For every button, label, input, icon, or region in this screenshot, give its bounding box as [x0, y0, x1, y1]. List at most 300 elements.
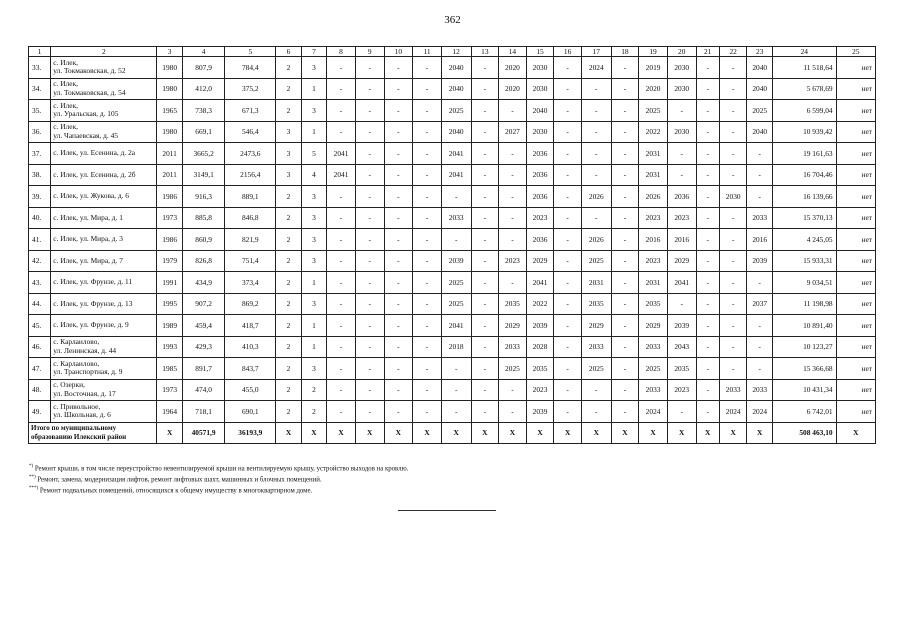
- table-cell: 3: [301, 186, 326, 208]
- total-cell: X: [526, 422, 554, 444]
- table-cell: нет: [836, 100, 875, 122]
- table-row: [29, 78, 876, 100]
- table-cell: 2025: [581, 358, 611, 380]
- table-row: [29, 401, 876, 423]
- table-cell: -: [667, 293, 696, 315]
- table-cell: -: [554, 358, 582, 380]
- row-number-cell: 35.: [29, 100, 51, 122]
- table-cell: 3: [276, 164, 301, 186]
- table-cell: -: [747, 272, 772, 294]
- table-row: [29, 100, 876, 122]
- table-cell: -: [554, 164, 582, 186]
- table-cell: 546,4: [225, 121, 276, 143]
- table-cell: 15 933,31: [772, 250, 836, 272]
- table-cell: -: [667, 143, 696, 165]
- row-number-cell: 45.: [29, 315, 51, 337]
- table-cell: -: [441, 358, 471, 380]
- table-cell: 2030: [667, 121, 696, 143]
- table-cell: -: [554, 315, 582, 337]
- address-line: с. Карлаилово,: [53, 337, 100, 347]
- table-cell: -: [471, 57, 499, 79]
- table-cell: 1: [301, 78, 326, 100]
- address-cell: [51, 379, 157, 401]
- table-cell: 2028: [526, 336, 554, 358]
- table-cell: -: [554, 186, 582, 208]
- table-cell: 2029: [499, 315, 527, 337]
- table-cell: 10 123,27: [772, 336, 836, 358]
- column-number: 19: [639, 47, 668, 57]
- table-cell: 10 891,40: [772, 315, 836, 337]
- total-cell: X: [413, 422, 442, 444]
- address-line: ул. Токмаковская, д. 54: [53, 87, 126, 97]
- table-cell: -: [471, 78, 499, 100]
- table-cell: -: [696, 186, 719, 208]
- table-row: [29, 186, 876, 208]
- table-cell: -: [327, 401, 356, 423]
- table-cell: 2: [276, 272, 301, 294]
- address-line: с. Илек, ул. Мира, д. 7: [53, 255, 123, 265]
- table-cell: нет: [836, 57, 875, 79]
- table-cell: 474,0: [182, 379, 224, 401]
- table-cell: 3: [301, 207, 326, 229]
- table-cell: 2011: [157, 164, 182, 186]
- table-cell: -: [719, 100, 747, 122]
- address-line: ул. Восточная, д. 17: [53, 388, 116, 398]
- table-cell: 3: [301, 250, 326, 272]
- table-cell: 2: [276, 379, 301, 401]
- row-number-cell: 48.: [29, 379, 51, 401]
- table-cell: 373,4: [225, 272, 276, 294]
- table-cell: 2: [276, 250, 301, 272]
- column-number: 1: [29, 47, 51, 57]
- column-number: 24: [772, 47, 836, 57]
- table-cell: -: [327, 293, 356, 315]
- table-cell: 1980: [157, 57, 182, 79]
- table-cell: 2011: [157, 143, 182, 165]
- table-cell: нет: [836, 143, 875, 165]
- table-cell: 1979: [157, 250, 182, 272]
- table-row: [29, 229, 876, 251]
- table-cell: нет: [836, 315, 875, 337]
- table-cell: 2: [276, 315, 301, 337]
- table-cell: 1: [301, 121, 326, 143]
- table-cell: 434,9: [182, 272, 224, 294]
- total-cell: X: [611, 422, 639, 444]
- table-cell: 2025: [639, 100, 668, 122]
- table-cell: 2027: [499, 121, 527, 143]
- table-cell: -: [355, 379, 384, 401]
- footnote: [29, 474, 408, 485]
- table-cell: 2025: [499, 358, 527, 380]
- table-cell: -: [384, 143, 413, 165]
- table-cell: -: [413, 78, 442, 100]
- table-cell: нет: [836, 121, 875, 143]
- table-cell: нет: [836, 78, 875, 100]
- table-cell: -: [441, 401, 471, 423]
- address-line: ул. Чапаевская, д. 45: [53, 130, 118, 140]
- table-cell: 3149,1: [182, 164, 224, 186]
- table-cell: 1964: [157, 401, 182, 423]
- table-cell: -: [611, 250, 639, 272]
- table-cell: -: [413, 143, 442, 165]
- table-cell: -: [696, 379, 719, 401]
- table-cell: 2: [276, 186, 301, 208]
- table-cell: 2033: [747, 379, 772, 401]
- table-cell: -: [719, 57, 747, 79]
- total-cell: X: [441, 422, 471, 444]
- table-cell: 1995: [157, 293, 182, 315]
- table-cell: -: [499, 379, 527, 401]
- table-cell: -: [554, 57, 582, 79]
- table-cell: 2041: [327, 164, 356, 186]
- address-line: с. Илек, ул. Мира, д. 1: [53, 212, 123, 222]
- table-cell: 2039: [441, 250, 471, 272]
- table-cell: нет: [836, 272, 875, 294]
- table-cell: -: [581, 164, 611, 186]
- table-cell: 2030: [667, 57, 696, 79]
- table-cell: 11 198,98: [772, 293, 836, 315]
- table-cell: 2040: [747, 78, 772, 100]
- table-cell: -: [667, 164, 696, 186]
- row-number-cell: 43.: [29, 272, 51, 294]
- table-cell: -: [471, 336, 499, 358]
- column-number: 11: [413, 47, 442, 57]
- table-cell: -: [611, 379, 639, 401]
- table-cell: 2025: [639, 358, 668, 380]
- table-row: [29, 272, 876, 294]
- table-cell: -: [413, 401, 442, 423]
- table-cell: -: [696, 293, 719, 315]
- table-row: [29, 336, 876, 358]
- table-cell: 2036: [526, 229, 554, 251]
- table-cell: -: [581, 143, 611, 165]
- table-cell: -: [327, 379, 356, 401]
- table-cell: -: [554, 401, 582, 423]
- table-cell: 2018: [441, 336, 471, 358]
- table-cell: -: [611, 336, 639, 358]
- table-row: [29, 358, 876, 380]
- table-cell: 3665,2: [182, 143, 224, 165]
- row-number-cell: 33.: [29, 57, 51, 79]
- table-cell: -: [384, 78, 413, 100]
- table-cell: -: [355, 143, 384, 165]
- table-cell: -: [355, 315, 384, 337]
- table-cell: 1973: [157, 379, 182, 401]
- table-cell: 889,1: [225, 186, 276, 208]
- table-cell: 2024: [581, 57, 611, 79]
- footnote-text: Ремонт, замена, модернизация лифтов, ремонт лифтовых шахт, машинных и блочных помещений.: [35, 476, 322, 484]
- table-cell: -: [384, 229, 413, 251]
- table-cell: 2036: [526, 186, 554, 208]
- table-cell: -: [696, 100, 719, 122]
- table-cell: 410,3: [225, 336, 276, 358]
- table-cell: 1: [301, 336, 326, 358]
- table-cell: -: [413, 272, 442, 294]
- table-row: [29, 121, 876, 143]
- table-cell: -: [327, 207, 356, 229]
- table-cell: -: [611, 207, 639, 229]
- table-cell: 2029: [639, 315, 668, 337]
- table-cell: -: [554, 100, 582, 122]
- table-cell: 2040: [747, 121, 772, 143]
- column-number: 15: [526, 47, 554, 57]
- table-cell: 885,8: [182, 207, 224, 229]
- table-cell: 2024: [719, 401, 747, 423]
- table-cell: 10 939,42: [772, 121, 836, 143]
- table-cell: 2016: [639, 229, 668, 251]
- total-cell: 40571,9: [182, 422, 224, 444]
- table-cell: 459,4: [182, 315, 224, 337]
- column-number: 21: [696, 47, 719, 57]
- total-cell: X: [747, 422, 772, 444]
- table-cell: -: [719, 78, 747, 100]
- table-cell: -: [611, 57, 639, 79]
- table-cell: 2156,4: [225, 164, 276, 186]
- table-cell: -: [413, 336, 442, 358]
- address-cell: [51, 315, 157, 337]
- table-cell: нет: [836, 358, 875, 380]
- table-cell: -: [499, 272, 527, 294]
- table-cell: -: [554, 207, 582, 229]
- table-cell: нет: [836, 250, 875, 272]
- table-cell: -: [413, 100, 442, 122]
- total-cell: X: [301, 422, 326, 444]
- footnote: [29, 463, 408, 474]
- address-cell: [51, 336, 157, 358]
- address-cell: [51, 121, 157, 143]
- table-cell: 869,2: [225, 293, 276, 315]
- table-cell: 2033: [747, 207, 772, 229]
- table-cell: -: [355, 229, 384, 251]
- table-cell: -: [719, 143, 747, 165]
- address-line: ул. Уральская, д. 105: [53, 109, 119, 119]
- table-cell: -: [581, 207, 611, 229]
- table-cell: 2030: [667, 78, 696, 100]
- total-cell: X: [667, 422, 696, 444]
- table-cell: 2016: [667, 229, 696, 251]
- table-cell: 3: [301, 57, 326, 79]
- table-cell: 2023: [526, 379, 554, 401]
- table-cell: 2025: [441, 272, 471, 294]
- table-cell: -: [413, 250, 442, 272]
- table-cell: -: [355, 186, 384, 208]
- total-cell: X: [384, 422, 413, 444]
- table-cell: 1989: [157, 315, 182, 337]
- table-cell: 843,7: [225, 358, 276, 380]
- table-cell: 821,9: [225, 229, 276, 251]
- table-cell: 2031: [639, 164, 668, 186]
- table-cell: -: [384, 121, 413, 143]
- table-cell: 2039: [526, 315, 554, 337]
- table-cell: -: [441, 186, 471, 208]
- table-cell: 4: [301, 164, 326, 186]
- table-cell: 15 370,13: [772, 207, 836, 229]
- table-row: [29, 207, 876, 229]
- column-number: 9: [355, 47, 384, 57]
- table-cell: 2023: [639, 250, 668, 272]
- total-cell: X: [554, 422, 582, 444]
- table-cell: -: [696, 336, 719, 358]
- table-cell: 2039: [526, 401, 554, 423]
- table-cell: -: [499, 164, 527, 186]
- column-number: 17: [581, 47, 611, 57]
- table-cell: -: [355, 78, 384, 100]
- table-cell: 2041: [327, 143, 356, 165]
- table-cell: 3: [301, 229, 326, 251]
- table-cell: 1965: [157, 100, 182, 122]
- table-row: [29, 164, 876, 186]
- address-cell: [51, 229, 157, 251]
- table-cell: 2: [276, 100, 301, 122]
- table-cell: -: [696, 121, 719, 143]
- table-cell: -: [719, 358, 747, 380]
- row-number-cell: 40.: [29, 207, 51, 229]
- table-cell: 2040: [747, 57, 772, 79]
- address-line: с. Илек, ул. Есенина, д. 2а: [53, 148, 136, 157]
- table-cell: нет: [836, 207, 875, 229]
- table-cell: -: [554, 379, 582, 401]
- table-cell: 1985: [157, 358, 182, 380]
- table-cell: 2023: [667, 379, 696, 401]
- table-cell: -: [554, 293, 582, 315]
- row-number-cell: 37.: [29, 143, 51, 165]
- table-cell: -: [327, 186, 356, 208]
- footnote-mark: **): [29, 475, 36, 481]
- table-cell: -: [384, 250, 413, 272]
- table-cell: -: [554, 336, 582, 358]
- table-cell: 2473,6: [225, 143, 276, 165]
- table-cell: -: [471, 100, 499, 122]
- table-cell: -: [499, 143, 527, 165]
- table-cell: 2026: [581, 229, 611, 251]
- address-line: с. Илек,: [53, 122, 79, 132]
- address-line: с. Илек, ул. Фрунзе, д. 13: [53, 298, 133, 308]
- table-cell: нет: [836, 336, 875, 358]
- table-cell: 2033: [441, 207, 471, 229]
- table-cell: 2025: [581, 250, 611, 272]
- table-cell: -: [554, 229, 582, 251]
- column-number: 16: [554, 47, 582, 57]
- total-label-line: образованию Илекский район: [31, 432, 127, 441]
- table-cell: -: [499, 186, 527, 208]
- address-line: с. Илек, ул. Жукова, д. 6: [53, 191, 129, 200]
- table-cell: 16 704,46: [772, 164, 836, 186]
- table-cell: 2036: [667, 186, 696, 208]
- table-cell: -: [581, 379, 611, 401]
- table-cell: 2020: [499, 57, 527, 79]
- table-row: [29, 57, 876, 79]
- table-cell: 2033: [499, 336, 527, 358]
- table-cell: -: [384, 358, 413, 380]
- column-number: 7: [301, 47, 326, 57]
- table-cell: нет: [836, 186, 875, 208]
- table-cell: -: [327, 229, 356, 251]
- table-cell: -: [611, 121, 639, 143]
- address-line: с. Илек,: [53, 57, 79, 67]
- table-cell: -: [581, 121, 611, 143]
- table-cell: 11 518,64: [772, 57, 836, 79]
- table-cell: 2031: [639, 272, 668, 294]
- table-cell: 3: [301, 358, 326, 380]
- table-cell: 2031: [581, 272, 611, 294]
- table-cell: -: [719, 336, 747, 358]
- total-label-line: Итого по муниципальному: [31, 424, 117, 433]
- table-cell: 6 742,01: [772, 401, 836, 423]
- table-cell: -: [384, 100, 413, 122]
- table-cell: -: [413, 121, 442, 143]
- column-number: 23: [747, 47, 772, 57]
- table-cell: -: [413, 229, 442, 251]
- table-cell: -: [611, 100, 639, 122]
- table-cell: 2040: [441, 78, 471, 100]
- table-cell: 2026: [639, 186, 668, 208]
- address-cell: [51, 358, 157, 380]
- table-cell: 846,8: [225, 207, 276, 229]
- column-number: 12: [441, 47, 471, 57]
- address-line: с. Илек, ул. Мира, д. 3: [53, 234, 123, 243]
- table-cell: 2033: [719, 379, 747, 401]
- address-line: с. Илек,: [53, 79, 79, 89]
- table-cell: 669,1: [182, 121, 224, 143]
- table-cell: -: [719, 121, 747, 143]
- column-number: 14: [499, 47, 527, 57]
- table-cell: 2043: [667, 336, 696, 358]
- table-cell: 2020: [639, 78, 668, 100]
- table-cell: -: [554, 250, 582, 272]
- table-cell: 738,3: [182, 100, 224, 122]
- table-cell: 2: [276, 207, 301, 229]
- table-cell: -: [327, 358, 356, 380]
- table-cell: -: [554, 78, 582, 100]
- table-cell: 19 161,63: [772, 143, 836, 165]
- column-number: 22: [719, 47, 747, 57]
- total-cell: 508 463,10: [772, 422, 836, 444]
- table-cell: -: [384, 207, 413, 229]
- address-line: ул. Школьная, д. 6: [53, 410, 111, 420]
- address-line: ул. Ленинская, д. 44: [53, 345, 117, 355]
- table-cell: -: [471, 143, 499, 165]
- table-cell: 2: [276, 78, 301, 100]
- table-cell: 690,1: [225, 401, 276, 423]
- table-cell: 455,0: [225, 379, 276, 401]
- table-cell: -: [413, 315, 442, 337]
- table-cell: -: [355, 121, 384, 143]
- table-cell: -: [384, 186, 413, 208]
- table-cell: -: [667, 100, 696, 122]
- table-cell: нет: [836, 379, 875, 401]
- table-cell: 15 366,68: [772, 358, 836, 380]
- table-cell: -: [471, 272, 499, 294]
- footnote-text: Ремонт подвальных помещений, относящихся к общему имуществу в многоквартирном доме.: [38, 487, 313, 495]
- total-cell: X: [499, 422, 527, 444]
- table-cell: -: [384, 272, 413, 294]
- table-cell: -: [471, 121, 499, 143]
- table-cell: 2: [301, 401, 326, 423]
- table-cell: 9 034,51: [772, 272, 836, 294]
- table-cell: 1991: [157, 272, 182, 294]
- table-cell: 2041: [441, 315, 471, 337]
- table-cell: 2033: [581, 336, 611, 358]
- table-cell: -: [696, 358, 719, 380]
- table-cell: -: [581, 401, 611, 423]
- table-cell: 2022: [526, 293, 554, 315]
- table-cell: 718,1: [182, 401, 224, 423]
- table-cell: 2: [301, 379, 326, 401]
- table-cell: -: [611, 401, 639, 423]
- total-cell: X: [719, 422, 747, 444]
- footnote: [29, 485, 408, 496]
- table-cell: 2035: [581, 293, 611, 315]
